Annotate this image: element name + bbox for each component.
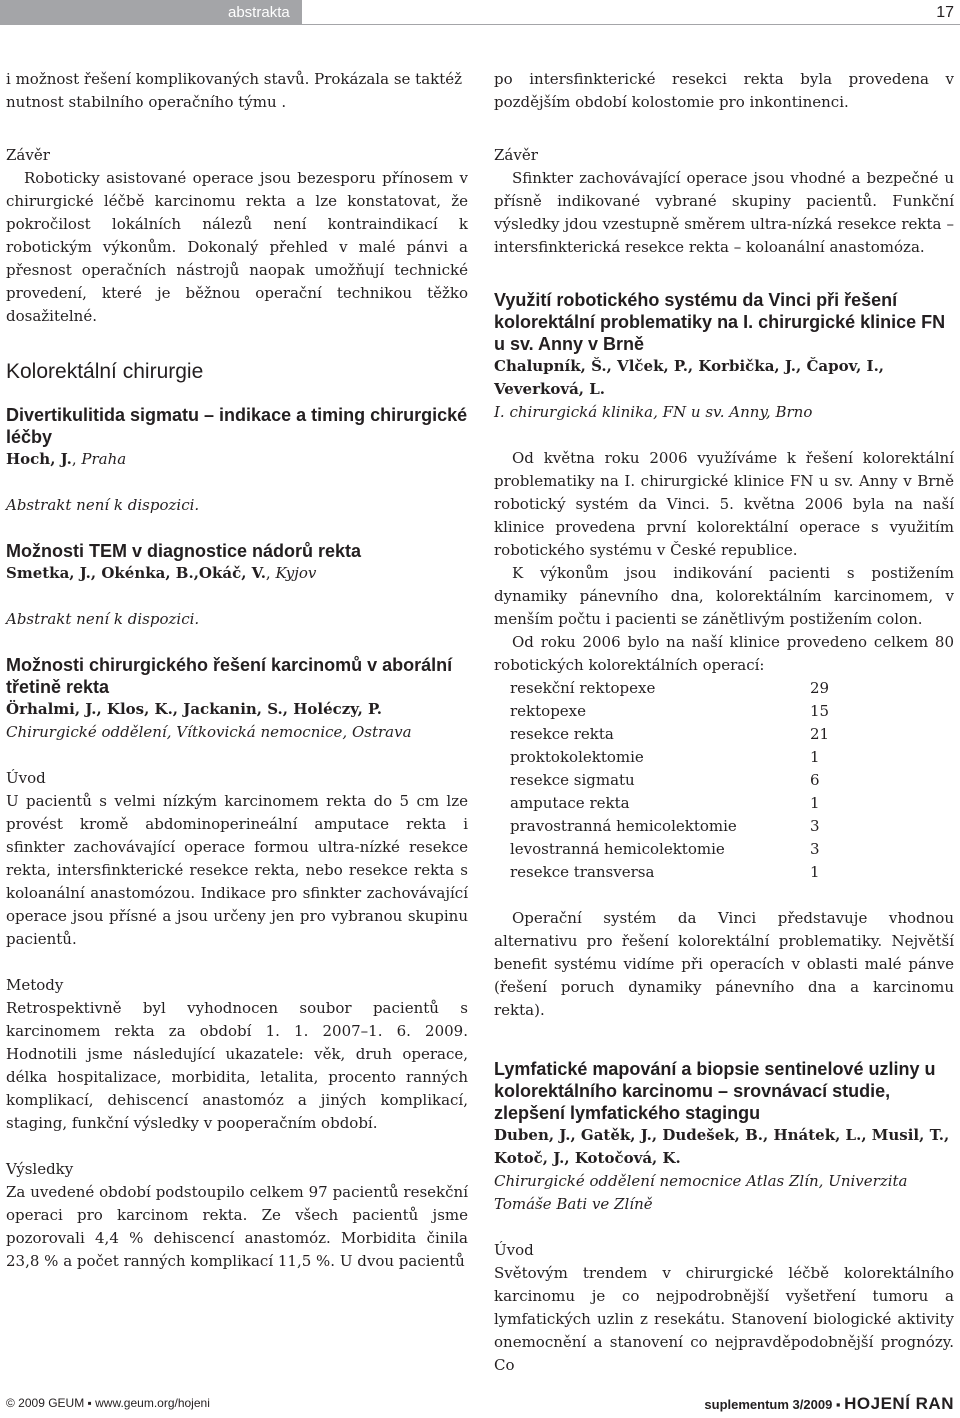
abstract-title-davinci: Využití robotického systému da Vinci při řešení kolorektální problematiky na I. chirurgické klinice FN u sv. Anny v Brně xyxy=(494,290,946,354)
uvod-heading-right: Úvod xyxy=(494,1241,534,1259)
zaver-heading: Závěr xyxy=(6,146,50,164)
metody-heading: Metody xyxy=(6,976,64,994)
operations-table xyxy=(510,677,850,884)
abstract-authors-duben: Duben, J., Gatěk, J., Dudešek, B., Hnátek, L., Musil, T., Kotoč, J., Kotočová, K. xyxy=(494,1126,950,1167)
table-row: proktokolektomie 1 xyxy=(510,748,820,766)
zaver-text-right: Sfinkter zachovávající operace jsou vhodné a bezpečné u přísně indikované vybrané skupiny pacientů. Funkční výsledky jdou vzestupně směrem ultra-nízká resekce rekta – intersfinkterická resekce rekta – koloanální anastomóza. xyxy=(494,169,954,256)
metody-text: Retrospektivně byl vyhodnocen soubor pacientů s karcinomem rekta za období 1. 1. 2007–1. 6. 2009. Hodnotili jsme následující ukazatele: věk, druh operace, délka hospitalizace, morbidita, letalita, procento ranných komplikací, dehiscencí anastomóz a jiných komplikací, staging, funkční výsledky v pooperačním období. xyxy=(6,999,468,1132)
table-row: levostranná hemicolektomie 3 xyxy=(510,840,820,858)
footer-journal xyxy=(704,1394,954,1414)
continuation-text: po intersfinkterické resekci rekta byla provedena v pozdějším období kolostomie pro inkontinenci. xyxy=(494,70,954,111)
abstract-note-1: Abstrakt není k dispozici. xyxy=(6,496,200,514)
vysledky-text: Za uvedené období podstoupilo celkem 97 pacientů resekční operaci pro karcinom rekta. Ze všech pacientů jsme pozorovali 4,4 % dehiscencí anastomóz. Morbidita činila 23,8 % a počet ranných komplikací 11,5 %. U dvou pacientů xyxy=(6,1183,468,1270)
davinci-paragraph-2: K výkonům jsou indikování pacienti s postižením dynamiky pánevního dna, kolorektálním karcinomem, v menším počtu i pacienti se zánětlivým postižením colon. xyxy=(494,564,954,628)
footer-supplement: suplementum 3/2009 ▪ xyxy=(704,1397,841,1412)
abstract-authors-orhalmi: Örhalmi, J., Klos, K., Jackanin, S., Holéczy, P. xyxy=(6,700,383,718)
table-row: rektopexe 15 xyxy=(510,702,830,720)
section-title: Kolorektální chirurgie xyxy=(6,360,204,383)
page-number: 17 xyxy=(936,4,954,21)
abstract-title-lymfaticke: Lymfatické mapování a biopsie sentinelové uzliny u kolorektálního karcinomu – srovnávací studie, zlepšení lymfatického stagingu xyxy=(494,1059,936,1123)
davinci-paragraph-3: Od roku 2006 bylo na naší klinice provedeno celkem 80 robotických kolorektálních operací: xyxy=(494,633,954,674)
abstract-title-tem: Možnosti TEM v diagnostice nádorů rekta xyxy=(6,541,362,561)
intro-text: i možnost řešení komplikovaných stavů. Prokázala se taktéž nutnost stabilního operačního týmu . xyxy=(6,70,463,111)
abstract-authors-hoch: Hoch, J., Praha xyxy=(6,450,127,468)
abstract-authors-chalupnik: Chalupník, Š., Vlček, P., Korbička, J., Čapov, I., Veverková, L. xyxy=(494,357,885,398)
left-column xyxy=(6,68,468,1273)
abstract-authors-smetka: Smetka, J., Okénka, B.,Okáč, V., Kyjov xyxy=(6,564,317,582)
table-row: amputace rekta 1 xyxy=(510,794,820,812)
abstract-affiliation-brno: I. chirurgická klinika, FN u sv. Anny, Brno xyxy=(494,403,813,421)
table-row: resekce rekta 21 xyxy=(510,725,830,743)
abstract-affiliation-zlin: Chirurgické oddělení nemocnice Atlas Zlín, Univerzita Tomáše Bati ve Zlíně xyxy=(494,1172,908,1213)
footer-journal-name: HOJENÍ RAN xyxy=(844,1394,954,1413)
uvod-text-right: Světovým trendem v chirurgické léčbě kolorektálního karcinomu je co nejpodrobnější vyšetření tumoru a lymfatických uzlin z resekátu. Stanovení biologické aktivity onemocnění a stanovení co nejpravděpodobnější prognózy. Co xyxy=(494,1264,954,1374)
right-column xyxy=(494,68,954,1377)
table-row: pravostranná hemicolektomie 3 xyxy=(510,817,820,835)
table-row: resekční rektopexe 29 xyxy=(510,679,830,697)
davinci-paragraph-1: Od května roku 2006 využíváme k řešení kolorektální problematiky na I. chirurgické klinice FN u sv. Anny v Brně robotický systém da Vinci. 5. května 2006 byla na naší klinice provedena první kolorektální operace s využitím robotického systému v České republice. xyxy=(494,449,954,559)
header-section-label: abstrakta xyxy=(228,4,290,21)
davinci-paragraph-4: Operační systém da Vinci představuje vhodnou alternativu pro řešení kolorektální problematiky. Největší benefit systému vidíme při operacích v oblasti malé pánve (řešení poruch dynamiky pánevního dna a karcinomu rekta). xyxy=(494,909,954,1019)
vysledky-heading: Výsledky xyxy=(6,1160,74,1178)
header-section-tab xyxy=(0,0,302,25)
zaver-text: Roboticky asistované operace jsou bezesporu přínosem v chirurgické léčbě karcinomu rekta a lze konstatovat, že pokročilost lokálních nálezů není kontraindikací k robotickým výkonům. Dokonalý přehled v malé pánvi a přesnost operačních nástrojů naopak umožňují technické provedení, které je běžnou operační technikou těžko dosažitelné. xyxy=(6,169,468,325)
uvod-heading: Úvod xyxy=(6,769,46,787)
abstract-note-2: Abstrakt není k dispozici. xyxy=(6,610,200,628)
abstract-affiliation-ostrava: Chirurgické oddělení, Vítkovická nemocnice, Ostrava xyxy=(6,723,412,741)
table-row: resekce sigmatu 6 xyxy=(510,771,820,789)
table-row: resekce transversa 1 xyxy=(510,863,820,881)
abstract-title-aboralni: Možnosti chirurgického řešení karcinomů v aborální třetině rekta xyxy=(6,655,453,697)
header-rule xyxy=(302,0,960,25)
abstract-title-divertikulitida: Divertikulitida sigmatu – indikace a timing chirurgické léčby xyxy=(6,405,468,447)
uvod-text: U pacientů s velmi nízkým karcinomem rekta do 5 cm lze provést kromě abdominoperineální amputace rekta i sfinkter zachovávající operace formou ultra-nízké resekce rekta, intersfinkterické resekce rekta, nebo resekce rekta s koloanální anastomózou. Indikace pro sfinkter zachovávající operace jsou přísné a jsou určeny jen pro vybranou skupinu pacientů. xyxy=(6,792,468,948)
zaver-heading-right: Závěr xyxy=(494,146,538,164)
footer-copyright: © 2009 GEUM ▪ www.geum.org/hojeni xyxy=(6,1396,210,1410)
